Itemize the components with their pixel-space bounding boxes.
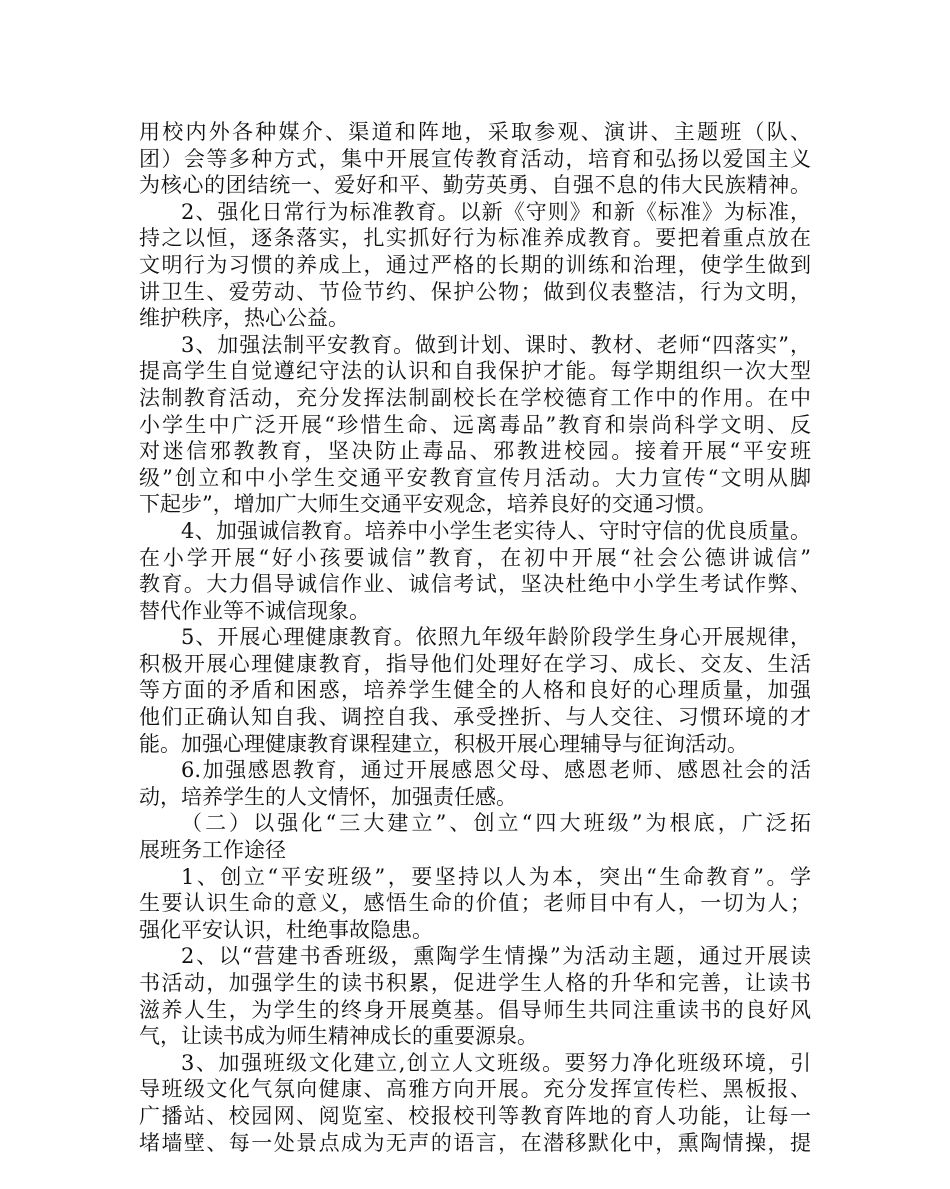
text-line: 法制教育活动，充分发挥法制副校长在学校德育工作中的作用。在中 xyxy=(139,385,811,410)
text-line: 为核心的团结统一、爱好和平、勤劳英勇、自强不息的伟大民族精神。 xyxy=(139,173,811,198)
text-line: 积极开展心理健康教育，指导他们处理好在学习、成长、交友、生活 xyxy=(139,651,811,676)
text-line: 下起步”，增加广大师生交通平安观念，培养良好的交通习惯。 xyxy=(139,492,717,517)
text-line: 2、以“营建书香班级，熏陶学生情操”为活动主题，通过开展读 xyxy=(181,944,811,969)
text-line: 2、强化日常行为标准教育。以新《守则》和新《标准》为标准， xyxy=(181,199,811,224)
text-line: 6.加强感恩教育，通过开展感恩父母、感恩老师、感恩社会的活 xyxy=(181,758,811,783)
text-line: （二）以强化“三大建立”、创立“四大班级”为根底，广泛拓 xyxy=(181,811,811,836)
text-line: 小学生中广泛开展“珍惜生命、远离毒品”教育和崇尚科学文明、反 xyxy=(139,412,811,437)
text-line: 级”创立和中小学生交通平安教育宣传月活动。大力宣传“文明从脚 xyxy=(139,465,811,490)
text-line: 滋养人生，为学生的终身开展奠基。倡导师生共同注重读书的良好风 xyxy=(139,997,811,1022)
text-line: 动，培养学生的人文情怀，加强责任感。 xyxy=(139,784,517,809)
text-line: 在小学开展“好小孩要诚信”教育，在初中开展“社会公德讲诚信” xyxy=(139,545,811,570)
text-line: 强化平安认识，杜绝事故隐患。 xyxy=(139,917,433,942)
text-line: 生要认识生命的意义，感悟生命的价值；老师目中有人，一切为人； xyxy=(139,891,811,916)
text-line: 文明行为习惯的养成上，通过严格的长期的训练和治理，使学生做到 xyxy=(139,252,811,277)
text-line: 用校内外各种媒介、渠道和阵地，采取参观、演讲、主题班（队、 xyxy=(139,120,811,144)
text-line: 广播站、校园网、阅览室、校报校刊等教育阵地的育人功能，让每一 xyxy=(139,1103,811,1128)
document-body xyxy=(139,119,811,1156)
text-line: 3、加强班级文化建立,创立人文班级。要努力净化班级环境，引 xyxy=(181,1050,811,1075)
text-line: 能。加强心理健康教育课程建立，积极开展心理辅导与征询活动。 xyxy=(139,731,748,756)
text-line: 对迷信邪教教育，坚决防止毒品、邪教进校园。接着开展“平安班 xyxy=(139,439,811,464)
text-line: 替代作业等不诚信现象。 xyxy=(139,598,370,623)
text-line: 导班级文化气氛向健康、高雅方向开展。充分发挥宣传栏、黑板报、 xyxy=(139,1077,811,1102)
text-line: 教育。大力倡导诚信作业、诚信考试，坚决杜绝中小学生考试作弊、 xyxy=(139,572,811,597)
text-line: 1、创立“平安班级”，要坚持以人为本，突出“生命教育”。学 xyxy=(181,864,811,889)
text-line: 3、加强法制平安教育。做到计划、课时、教材、老师“四落实”， xyxy=(181,332,811,357)
text-line: 他们正确认知自我、调控自我、承受挫折、与人交往、习惯环境的才 xyxy=(139,705,811,730)
text-line: 书活动，加强学生的读书积累，促进学生人格的升华和完善，让读书 xyxy=(139,971,811,995)
text-line: 团）会等多种方式，集中开展宣传教育活动，培育和弘扬以爱国主义 xyxy=(139,146,811,171)
text-line: 展班务工作途径 xyxy=(139,838,286,863)
text-line: 堵墙壁、每一处景点成为无声的语言，在潜移默化中，熏陶情操，提 xyxy=(139,1130,811,1155)
text-line: 气，让读书成为师生精神成长的重要源泉。 xyxy=(139,1024,538,1049)
text-line: 持之以恒，逐条落实，扎实抓好行为标准养成教育。要把着重点放在 xyxy=(139,226,811,251)
text-line: 等方面的矛盾和困惑，培养学生健全的人格和良好的心理质量，加强 xyxy=(139,678,811,703)
text-line: 5、开展心理健康教育。依照九年级年龄阶段学生身心开展规律， xyxy=(181,625,811,650)
text-line: 维护秩序，热心公益。 xyxy=(139,306,349,331)
text-line: 4、加强诚信教育。培养中小学生老实待人、守时守信的优良质量。 xyxy=(181,518,811,543)
text-line: 讲卫生、爱劳动、节俭节约、保护公物；做到仪表整洁，行为文明， xyxy=(139,279,811,304)
text-line: 提高学生自觉遵纪守法的认识和自我保护才能。每学期组织一次大型 xyxy=(139,359,811,384)
